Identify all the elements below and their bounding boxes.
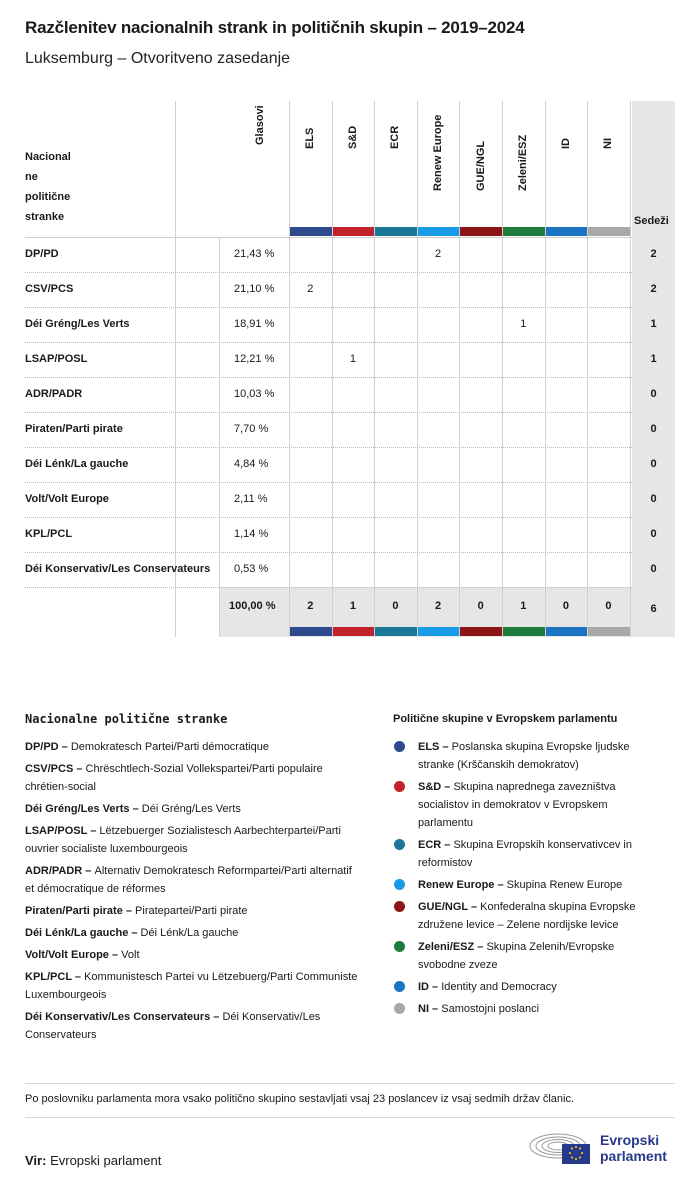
total-group-seats: 2	[307, 600, 314, 612]
parliament-hemicycle-icon	[528, 1128, 594, 1168]
legend-name: Skupina Renew Europe	[506, 879, 623, 891]
header-national-line: ne	[25, 171, 38, 183]
legend-group-color-dot	[394, 879, 405, 890]
group-color-bar-bottom	[418, 627, 460, 636]
header-seats: Sedeži	[634, 215, 669, 227]
legend-group-item	[418, 1000, 653, 1018]
group-color-bar-bottom	[546, 627, 588, 636]
party-name: Piraten/Parti pirate	[25, 423, 123, 435]
legend-name: Samostojni poslanci	[441, 1003, 540, 1015]
legend-name: Piratepartei/Parti pirate	[135, 905, 248, 917]
header-national-line: politične	[25, 191, 71, 203]
european-parliament-logo	[528, 1128, 678, 1168]
group-label: Renew Europe	[432, 114, 445, 191]
legend-national-item	[25, 738, 360, 756]
header-group-renew-europe	[417, 101, 460, 201]
row-divider	[25, 342, 632, 343]
total-group-seats: 0	[477, 600, 484, 612]
header-group-zeleni-esz	[502, 101, 545, 201]
legend-name: Alternativ Demokratesch Reformpartei/Parti alternatif et démocratique de réformes	[25, 865, 352, 895]
legend-abbr: Piraten/Parti pirate –	[25, 905, 136, 917]
legend-national-item	[25, 760, 360, 796]
legend-group-item	[418, 836, 653, 872]
row-divider	[25, 377, 632, 378]
party-votes: 2,11 %	[234, 493, 268, 505]
party-total-seats: 0	[650, 563, 657, 575]
party-votes: 18,91 %	[234, 318, 275, 330]
header-votes-label: Glasovi	[254, 105, 266, 145]
legend-national-item	[25, 946, 360, 964]
legend-national-item	[25, 800, 360, 818]
group-color-bar	[546, 227, 588, 236]
legend-national-item	[25, 924, 360, 942]
legend-group-color-dot	[394, 781, 405, 792]
header-national-parties	[25, 147, 71, 227]
legend-abbr: Déi Konservativ/Les Conservateurs –	[25, 1011, 223, 1023]
legend-national-item	[25, 902, 360, 920]
legend-group-item	[418, 898, 653, 934]
legend-group-color-dot	[394, 981, 405, 992]
party-name: Déi Gréng/Les Verts	[25, 318, 130, 330]
legend-abbr: Renew Europe –	[418, 879, 507, 891]
group-label: ELS	[304, 127, 317, 149]
header-divider	[25, 237, 632, 238]
logo-line2: parlament	[600, 1148, 667, 1164]
legend-group-item	[418, 738, 653, 774]
source-value: Evropski parlament	[50, 1153, 162, 1168]
header-national-line: stranke	[25, 211, 65, 223]
legend-national-item	[25, 862, 360, 898]
legend-national-item	[25, 822, 360, 858]
row-divider	[25, 517, 632, 518]
party-name: LSAP/POSL	[25, 353, 88, 365]
group-color-bar-bottom	[333, 627, 375, 636]
party-votes: 12,21 %	[234, 353, 275, 365]
total-seats: 6	[650, 603, 657, 615]
group-color-bar	[588, 227, 630, 236]
group-seat-value: 2	[307, 283, 314, 295]
party-total-seats: 0	[650, 388, 657, 400]
group-color-bar-bottom	[375, 627, 417, 636]
legend-name: Déi Konservativ/Les Conservateurs	[25, 1011, 321, 1041]
header-group-s-d	[332, 101, 375, 201]
header-group-id	[545, 101, 588, 201]
party-name: CSV/PCS	[25, 283, 74, 295]
header-votes	[219, 101, 289, 201]
group-color-bar-bottom	[460, 627, 502, 636]
header-group-els	[289, 101, 332, 201]
party-votes: 10,03 %	[234, 388, 275, 400]
party-total-seats: 1	[650, 318, 657, 330]
total-votes: 100,00 %	[229, 600, 276, 612]
legend-abbr: Déi Lénk/La gauche –	[25, 927, 141, 939]
legend-group-color-dot	[394, 741, 405, 752]
party-votes: 21,43 %	[234, 248, 275, 260]
party-total-seats: 0	[650, 528, 657, 540]
legend-abbr: ADR/PADR –	[25, 865, 95, 877]
legend-national-item	[25, 1008, 360, 1044]
header-group-gue-ngl	[459, 101, 502, 201]
legend-group-color-dot	[394, 1003, 405, 1014]
party-votes: 4,84 %	[234, 458, 269, 470]
legend-name: Lëtzebuerger Sozialistesch Aarbechterpartei/Parti ouvrier socialiste luxembourgeois	[25, 825, 341, 855]
party-total-seats: 1	[650, 353, 657, 365]
group-color-bar-bottom	[290, 627, 332, 636]
chart-subtitle: Luksemburg – Otvoritveno zasedanje	[25, 50, 291, 67]
legend-name: Skupina naprednega zavezništva socialistov in demokratov v Evropskem parlamentu	[418, 781, 616, 829]
legend-abbr: Déi Gréng/Les Verts –	[25, 803, 142, 815]
legend-abbr: ELS –	[418, 741, 452, 753]
group-color-bar	[333, 227, 375, 236]
legend-abbr: DP/PD –	[25, 741, 71, 753]
legend-abbr: NI –	[418, 1003, 442, 1015]
group-label: S&D	[346, 125, 359, 149]
group-color-bar	[375, 227, 417, 236]
party-total-seats: 0	[650, 458, 657, 470]
legend-name: Poslanska skupina Evropske ljudske stranke (Krščanskih demokratov)	[418, 741, 630, 771]
row-divider	[25, 482, 632, 483]
legend-name: Déi Gréng/Les Verts	[141, 803, 241, 815]
group-label: ECR	[389, 125, 402, 149]
total-group-seats: 0	[392, 600, 399, 612]
legend-national-item	[25, 968, 360, 1004]
legend-group-item	[418, 778, 653, 832]
party-total-seats: 0	[650, 423, 657, 435]
group-color-bar-bottom	[503, 627, 545, 636]
source-divider	[25, 1117, 675, 1118]
legend-name: Déi Lénk/La gauche	[140, 927, 239, 939]
legend-abbr: ECR –	[418, 839, 454, 851]
total-group-seats: 2	[435, 600, 442, 612]
party-name: Déi Konservativ/Les Conservateurs	[25, 563, 211, 575]
party-name: Déi Lénk/La gauche	[25, 458, 129, 470]
source-line	[25, 1153, 161, 1168]
party-name: ADR/PADR	[25, 388, 83, 400]
legend-groups-heading: Politične skupine v Evropskem parlamentu	[393, 713, 618, 725]
legend-abbr: LSAP/POSL –	[25, 825, 100, 837]
legend-group-item	[418, 876, 653, 894]
party-name: KPL/PCL	[25, 528, 73, 540]
party-votes: 7,70 %	[234, 423, 269, 435]
group-label: GUE/NGL	[474, 140, 487, 191]
party-total-seats: 0	[650, 493, 657, 505]
logo-line1: Evropski	[600, 1132, 660, 1148]
legend-abbr: Volt/Volt Europe –	[25, 949, 122, 961]
legend-name: Chrëschtlech-Sozial Vollekspartei/Parti populaire chrétien-social	[25, 763, 323, 793]
legend-group-color-dot	[394, 901, 405, 912]
logo-wordmark	[600, 1132, 667, 1164]
group-seat-value: 2	[435, 248, 442, 260]
group-color-bar-bottom	[588, 627, 630, 636]
party-total-seats: 2	[650, 248, 657, 260]
legend-name: Konfederalna skupina Evropske združene levice – Zelene nordijske levice	[418, 901, 636, 931]
party-name: DP/PD	[25, 248, 59, 260]
legend-name: Identity and Democracy	[441, 981, 557, 993]
header-group-ni	[587, 101, 630, 201]
total-group-seats: 1	[349, 600, 356, 612]
legend-abbr: S&D –	[418, 781, 454, 793]
column-divider	[219, 237, 220, 637]
group-color-bar	[503, 227, 545, 236]
seat-breakdown-table	[25, 101, 675, 638]
legend-name: Kommunistesch Partei vu Lëtzebuerg/Parti Communiste Luxembourgeois	[25, 971, 358, 1001]
legend-abbr: KPL/PCL –	[25, 971, 85, 983]
group-color-bar	[418, 227, 460, 236]
group-seat-value: 1	[520, 318, 527, 330]
party-votes: 0,53 %	[234, 563, 269, 575]
source-label: Vir:	[25, 1153, 47, 1168]
legend-name: Skupina Zelenih/Evropske svobodne zveze	[418, 941, 615, 971]
legend-name: Demokratesch Partei/Parti démocratique	[70, 741, 269, 753]
group-color-bar	[460, 227, 502, 236]
header-group-ecr	[374, 101, 417, 201]
group-seat-value: 1	[349, 353, 356, 365]
footnote-divider	[25, 1083, 675, 1084]
party-total-seats: 2	[650, 283, 657, 295]
total-group-seats: 0	[562, 600, 569, 612]
chart-title: Razčlenitev nacionalnih strank in političnih skupin – 2019–2024	[25, 18, 525, 37]
column-divider	[630, 101, 631, 637]
group-label: ID	[559, 138, 572, 149]
party-name: Volt/Volt Europe	[25, 493, 109, 505]
legend-abbr: ID –	[418, 981, 442, 993]
group-label: Zeleni/ESZ	[517, 134, 530, 191]
legend-group-color-dot	[394, 941, 405, 952]
legend-national-heading: Nacionalne politične stranke	[25, 712, 228, 726]
legend-group-item	[418, 938, 653, 974]
group-color-bar	[290, 227, 332, 236]
legend-abbr: CSV/PCS –	[25, 763, 86, 775]
legend-group-color-dot	[394, 839, 405, 850]
total-group-seats: 0	[605, 600, 612, 612]
legend-abbr: Zeleni/ESZ –	[418, 941, 487, 953]
row-divider	[25, 587, 632, 588]
group-label: NI	[602, 138, 615, 149]
legend-name: Volt	[121, 949, 140, 961]
legend-group-item	[418, 978, 653, 996]
header-national-line: Nacional	[25, 151, 71, 163]
party-votes: 21,10 %	[234, 283, 275, 295]
legend-name: Skupina Evropskih konservativcev in reformistov	[418, 839, 632, 869]
party-votes: 1,14 %	[234, 528, 269, 540]
footnote: Po poslovniku parlamenta mora vsako politično skupino sestavljati vsaj 23 poslancev iz vsaj sedmih držav članic.	[25, 1093, 575, 1105]
legend-abbr: GUE/NGL –	[418, 901, 481, 913]
total-group-seats: 1	[520, 600, 527, 612]
